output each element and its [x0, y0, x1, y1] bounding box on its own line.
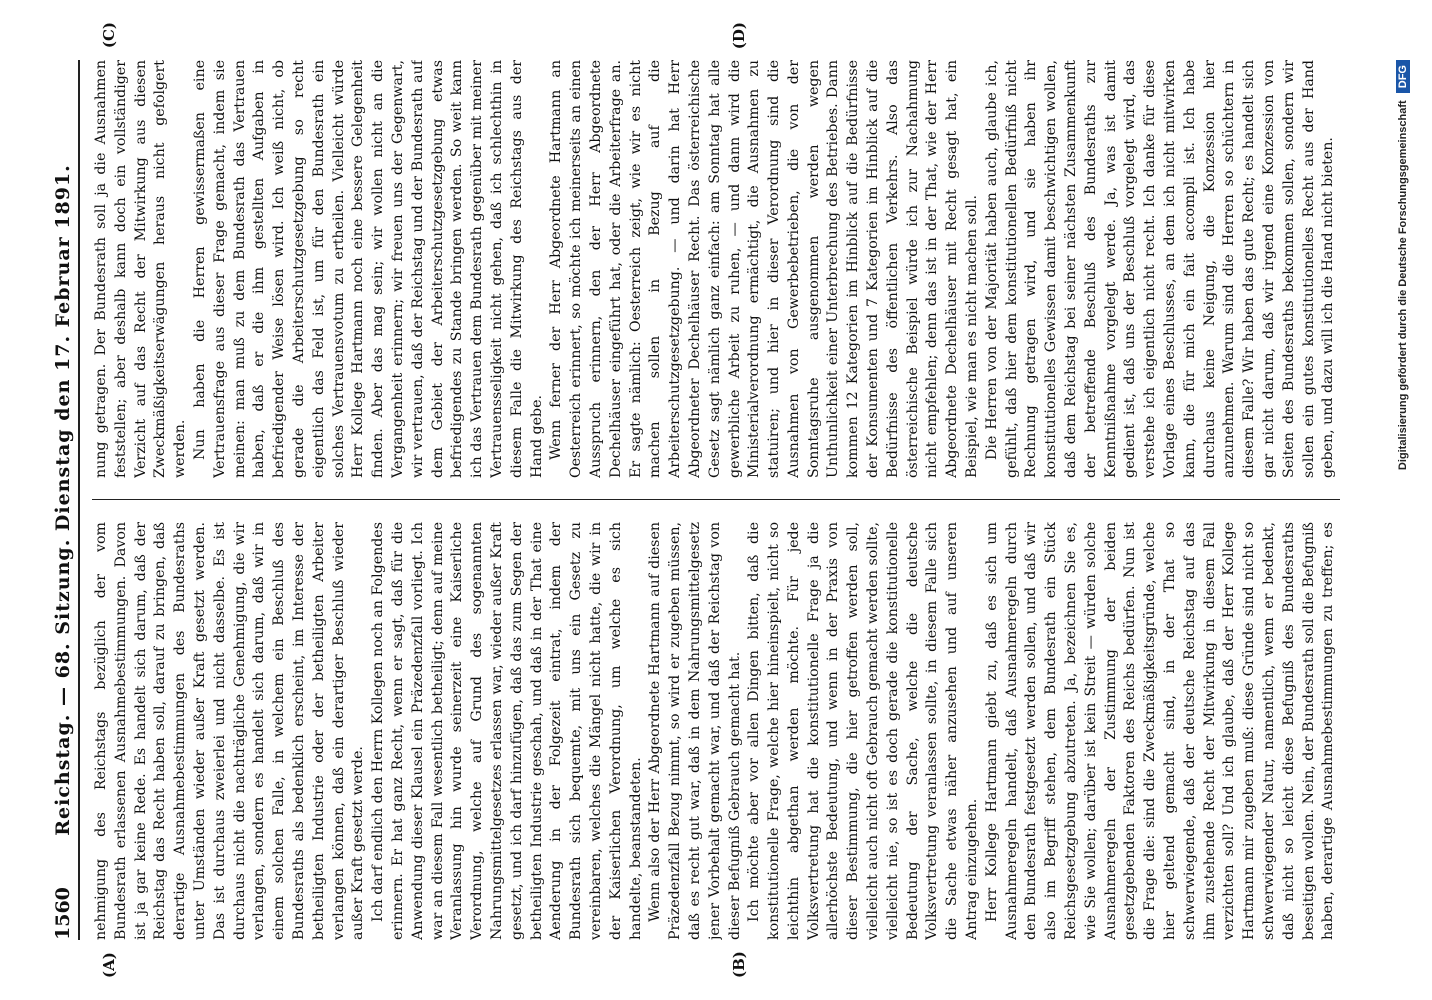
column-divider: [92, 499, 1340, 500]
paragraph: Herr Kollege Hartmann giebt zu, daß es sich um Ausnahmeregeln handelt, daß Ausnahmeregeln durch den Bundesrath festgesetzt werden sollen, und daß wir also im Begriff stehen, dem Bundesrath ein Stück Reichsgesetzgebung abzutreten. Ja, bezeichnen Sie es, wie Sie wollen; darüber ist kein Streit — würden solche Ausnahmeregeln der Zustimmung der beiden gesetzgebenden Faktoren des Reichs bedürfen. Nun ist die Frage die: sind die Zweckmäßigkeitsgründe, welche hier geltend gemacht sind, in der That so schwerwiegende, daß der deutsche Reichstag auf das ihm zustehende Recht der Mitwirkung in diesem Fall verzichten soll? Und ich glaube, daß der Herr Kollege Hartmann mir zugeben muß: diese Gründe sind nicht so schwerwiegender Natur, namentlich, wenn er bedenkt, daß nicht so leicht diese Befugniß des Bundesraths beseitigen wollen. Nein, der Bundesrath soll die Befugniß haben, derartige Ausnahmebestimmungen zu treffen; es: [983, 522, 1337, 940]
text-columns: [92, 60, 1340, 940]
paragraph: [1339, 60, 1340, 478]
margin-mark-c: (C): [100, 22, 118, 49]
paragraph: nung getragen. Der Bundesrath soll ja die Ausnahmen feststellen; aber deshalb kann doch ein vollständiger Verzicht auf das Recht der Mitwirkung aus diesen Zweckmäßigkeitserwägungen heraus nicht gefolgert werden.: [93, 60, 189, 478]
paragraph: Ich darf endlich den Herrn Kollegen noch an Folgendes erinnern. Er hat ganz Recht, wenn er sagt, daß für die Anwendung dieser Klausel ein Präzedenzfall vorliegt. Ich war an diesem Fall wesentlich betheiligt; denn auf meine Veranlassung hin wurde seinerzeit eine Kaiserliche Verordnung, welche auf Grund des sogenannten Nahrungsmittelgesetzes erlassen war, wieder außer Kraft gesetzt, und ich darf hinzufügen, daß das zum Segen der betheiligten Industrie geschah, und daß in der That eine Aenderung in der Folgezeit eintrat, indem der Bundesrath sich bequemte, mit uns ein Gesetz zu vereinbaren, welches die Mängel nicht hatte, die wir in der Kaiserlichen Verordnung, um welche es sich handelte, beanstandeten.: [370, 522, 644, 940]
paragraph: Wenn also der Herr Abgeordnete Hartmann auf diesen Präzedenzfall Bezug nimmt, so wird er zugeben müssen, daß es recht gut war, daß in dem Nahrungsmittelgesetz jener Vorbehalt gemacht war, und daß der Reichstag von dieser Befugniß Gebrauch gemacht hat.: [647, 522, 743, 940]
paragraph: nehmigung des Reichstags bezüglich der vom Bundesrath erlassenen Ausnahmebestimmungen. Davon ist ja gar keine Rede. Es handelt sich darum, daß der Reichstag das Recht haben soll, darauf zu bringen, daß derartige Ausnahmebestimmungen des Bundesraths unter Umständen wieder außer Kraft gesetzt werden. Das ist durchaus zweierlei und nicht dasselbe. Es ist durchaus nicht die nachträgliche Genehmigung, die wir verlangen, sondern es handelt sich darum, daß wir in einem solchen Falle, in welchem ein Beschluß des Bundesraths als bedenklich erscheint, im Interesse der betheiligten Industrie oder der betheiligten Arbeiter verlangen können, daß ein derartiger Beschluß wieder außer Kraft gesetzt werde.: [93, 522, 367, 940]
margin-mark-d: (D): [730, 22, 748, 50]
paragraph: Ich möchte aber vor allen Dingen bitten, daß die konstitutionelle Frage, welche hier hineinspielt, nicht so leichthin abgethan werden möchte. Für jede Volksvertretung hat die konstitutionelle Frage ja die allerhöchste Bedeutung, und wenn in der Praxis von dieser Bestimmung, die hier getroffen werden soll, vielleicht auch nicht oft Gebrauch gemacht werden sollte, vielleicht nie, so ist es doch gerade die konstitutionelle Bedeutung der Sache, welche die deutsche Volksvertretung veranlassen sollte, in diesem Falle sich die Sache etwas näher anzusehen und auf unseren Antrag einzugehen.: [746, 522, 981, 940]
margin-mark-a: (A): [100, 952, 118, 978]
paragraph: Nun haben die Herren gewissermaßen eine Vertrauensfrage aus dieser Frage gemacht, indem sie meinen: man muß zu dem Bundesrath das Vertrauen haben, daß er die ihm gestellten Aufgaben in befriedigender Weise lösen wird. Ich weiß nicht, ob gerade die Arbeiterschutzgesetzgebung so recht eigentlich das Feld ist, um für den Bundesrath ein solches Vertrauensvotum zu ertheilen. Vielleicht würde Herr Kollege Hartmann noch eine bessere Gelegenheit finden. Aber das mag sein; wir wollen nicht an die Vergangenheit erinnern; wir freuen uns der Gegenwart, wir vertrauen, daß der Reichstag und der Bundesrath auf dem Gebiet der Arbeiterschutzgesetzgebung etwas befriedigendes zu Stande bringen werden. So weit kann ich das Vertrauen dem Bundesrath gegenüber mit meiner Vertrauensseligkeit nicht gehen, daß ich schlechthin in diesem Falle die Mitwirkung des Reichstags aus der Hand gebe.: [191, 60, 545, 478]
page-header: [44, 60, 80, 940]
paragraph: Die Herren von der Majorität haben auch, glaube ich, gefühlt, daß hier dem konstitutionellen Bedürfniß nicht Rechnung getragen wird, und sie haben ihr konstitutionelles Gewissen damit beschwichtigen wollen, daß dem Reichstag bei seiner nächsten Zusammenkunft der betreffende Beschluß des Bundesraths zur Kenntnißnahme vorgelegt werde. Ja, was ist damit gedient ist, daß uns der Beschluß vorgelegt wird, das verstehe ich eigentlich nicht recht. Ich danke für diese Vorlage eines Beschlusses, an dem ich nicht mitwirken kann, die für mich ein fait accompli ist. Ich habe durchaus keine Neigung, die Konzession hier anzunehmen. Warum sind die Herren so schüchtern in diesem Falle? Wir haben das gute Recht; es handelt sich gar nicht darum, daß wir irgend eine Konzession von Seiten des Bundesraths bekommen sollen, sondern wir sollen ein gutes konstitutionelles Recht aus der Hand geben, und dazu will ich die Hand nicht bieten.: [983, 60, 1337, 478]
right-column: [92, 60, 1340, 478]
digitization-credit: [1396, 60, 1410, 940]
left-column: [92, 522, 1340, 940]
page-number: 1560: [52, 887, 74, 940]
margin-mark-b: (B): [730, 951, 748, 978]
page-title: Reichstag. — 68. Sitzung. Dienstag den 17. Februar 1891.: [52, 164, 74, 836]
dfg-logo: DFG: [1396, 60, 1410, 93]
credit-text: Digitalisierung gefördert durch die Deutsche Forschungsgemeinschaft: [1397, 100, 1409, 471]
paragraph: Wenn ferner der Herr Abgeordnete Hartmann an Oesterreich erinnert, so möchte ich meinerseits an einen Ausspruch erinnern, den der Herr Abgeordnete Dechelhäuser eingeführt hat, oder die Arbeiterfrage an. Er sagte nämlich: Oesterreich zeigt, wie wir es nicht machen sollen in Bezug auf die Arbeiterschutzgesetzgebung. — und darin hat Herr Abgeordneter Dechelhäuser Recht. Das österreichische Gesetz sagt nämlich ganz einfach: am Sonntag hat alle gewerbliche Arbeit zu ruhen, — und dann wird die Ministerialverordnung ermächtigt, die Ausnahmen zu statuiren; und hier in dieser Verordnung sind die Ausnahmen von Gewerbebetrieben, die von der Sonntagsruhe ausgenommen werden wegen Unthunlichkeit einer Unterbrechung des Betriebes. Dann kommen 12 Kategorien im Hinblick auf die Bedürfnisse der Konsumenten und 7 Kategorien im Hinblick auf die Bedürfnisse des öffentlichen Verkehrs. Also das österreichische Beispiel würde ich zur Nachahmung nicht empfehlen; denn das ist in der That, wie der Herr Abgeordnete Dechelhäuser mit Recht gesagt hat, ein Beispiel, wie man es nicht machen soll.: [548, 60, 981, 478]
